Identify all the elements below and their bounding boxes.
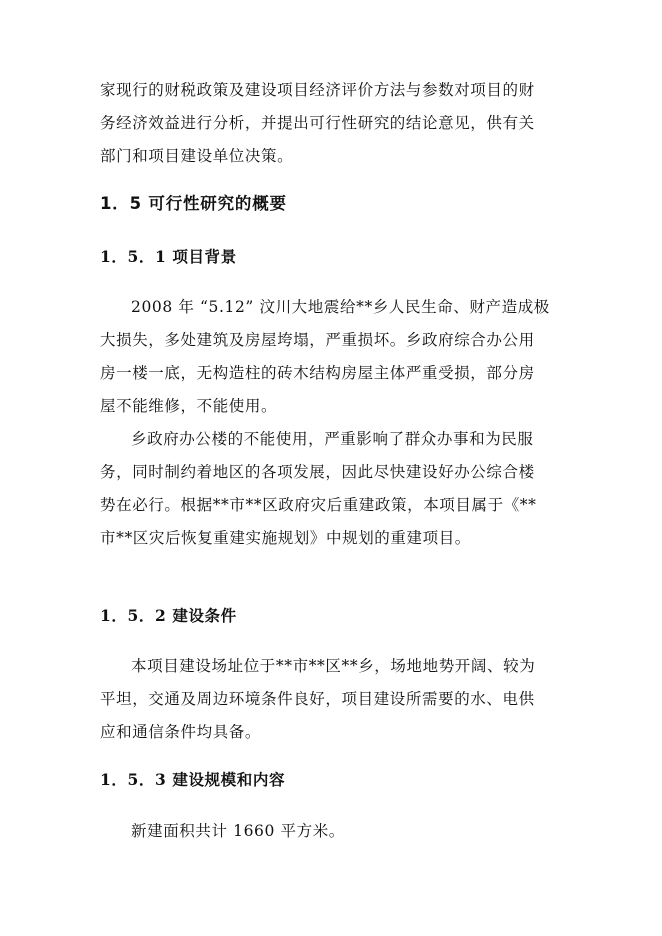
background-p1-line-2: 大损失，多处建筑及房屋垮塌，严重损坏。乡政府综合办公用 (100, 331, 535, 349)
intro-line-3: 部门和项目建设单位决策。 (100, 147, 294, 165)
conditions-line-2: 平坦，交通及周边环境条件良好，项目建设所需要的水、电供 (100, 690, 535, 708)
subsection-heading-1-5-3: 1．5．3 建设规模和内容 (100, 770, 286, 789)
background-p2-line-4: 市**区灾后恢复重建实施规划》中规划的重建项目。 (100, 529, 471, 547)
intro-line-2: 务经济效益进行分析，并提出可行性研究的结论意见，供有关 (100, 114, 535, 132)
conditions-line-3: 应和通信条件均具备。 (100, 723, 262, 741)
background-p2-line-2: 务，同时制约着地区的各项发展，因此尽快建设好办公综合楼 (100, 463, 535, 481)
background-p1-line-1: 2008 年 “5.12” 汶川大地震给**乡人民生命、财产造成极 (131, 298, 550, 316)
background-p2-line-3: 势在必行。根据**市**区政府灾后重建政策，本项目属于《** (100, 496, 537, 514)
background-p1-line-3: 房一楼一底，无构造柱的砖木结构房屋主体严重受损，部分房 (100, 364, 535, 382)
conditions-line-1: 本项目建设场址位于**市**区**乡，场地地势开阔、较为 (131, 657, 536, 675)
background-p1-line-4: 屋不能维修，不能使用。 (100, 397, 278, 415)
subsection-heading-1-5-1: 1．5．1 项目背景 (100, 247, 237, 266)
intro-line-1: 家现行的财税政策及建设项目经济评价方法与参数对项目的财 (100, 81, 535, 99)
background-p2-line-1: 乡政府办公楼的不能使用，严重影响了群众办事和为民服 (131, 430, 534, 448)
scale-line-1: 新建面积共计 1660 平方米。 (131, 822, 345, 840)
section-heading-1-5: 1．5 可行性研究的概要 (100, 194, 287, 213)
subsection-heading-1-5-2: 1．5．2 建设条件 (100, 606, 237, 625)
